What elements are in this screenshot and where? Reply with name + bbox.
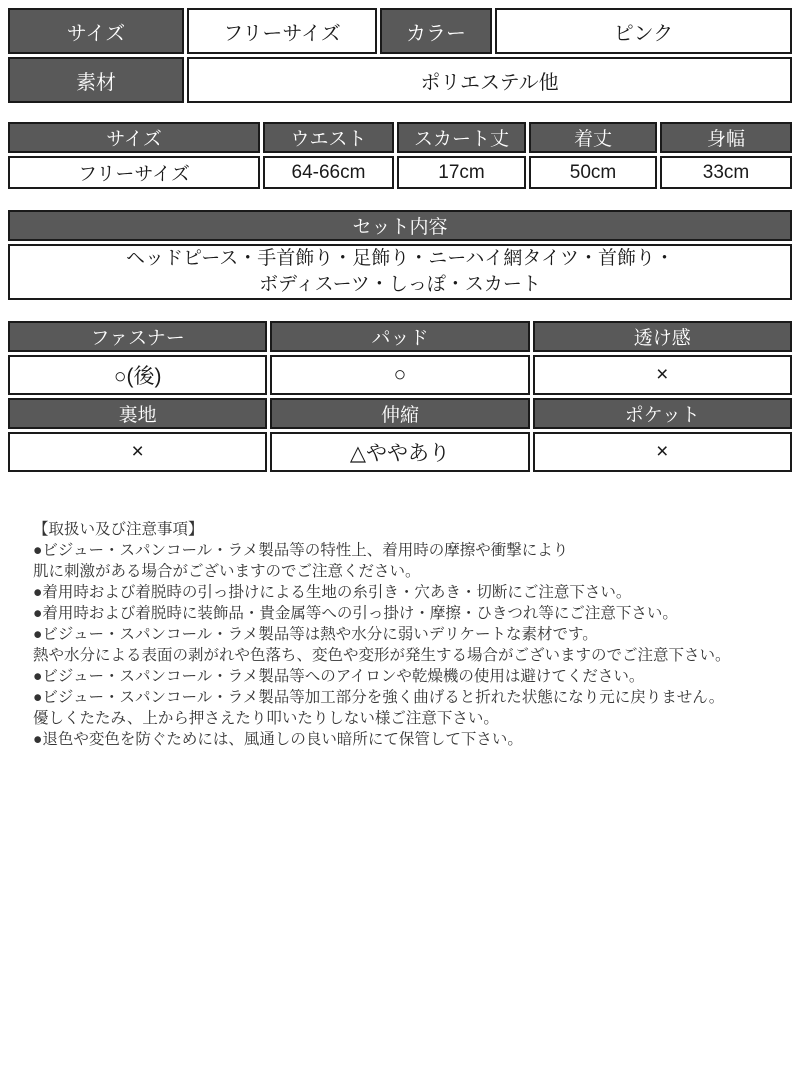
care-note-line: ●ビジュー・スパンコール・ラメ製品等の特性上、着用時の摩擦や衝撃により: [33, 542, 569, 559]
stretch-header: 伸縮: [270, 398, 529, 429]
measure-value-waist: 64-66cm: [263, 156, 394, 189]
table-row: [8, 8, 792, 54]
material-label-cell: 素材: [8, 57, 184, 103]
measure-header-skirt: スカート丈: [397, 122, 526, 153]
sheerness-value: ×: [533, 355, 792, 395]
measure-header-waist: ウエスト: [263, 122, 394, 153]
measurements-header-row: [8, 122, 792, 153]
pad-header: パッド: [270, 321, 529, 352]
stretch-value: △ややあり: [270, 432, 529, 472]
set-contents-value-row: [8, 244, 792, 300]
lining-header: 裏地: [8, 398, 267, 429]
measure-value-size: フリーサイズ: [8, 156, 260, 189]
fastener-header: ファスナー: [8, 321, 267, 352]
care-note-line: ●ビジュー・スパンコール・ラメ製品等へのアイロンや乾燥機の使用は避けてください。: [33, 668, 645, 685]
care-note-line: ●ビジュー・スパンコール・ラメ製品等は熱や水分に弱いデリケートな素材です。: [33, 626, 598, 643]
measurements-table: [5, 119, 795, 192]
features-value-row-1: [8, 355, 792, 395]
pocket-header: ポケット: [533, 398, 792, 429]
set-contents-header: セット内容: [8, 210, 792, 241]
size-value-cell: フリーサイズ: [187, 8, 377, 54]
care-note-line: ●退色や変色を防ぐためには、風通しの良い暗所にて保管して下さい。: [33, 731, 523, 748]
care-notes: [33, 519, 765, 750]
set-contents-value: [8, 244, 792, 300]
fastener-value: ○(後): [8, 355, 267, 395]
care-note-line: 優しくたたみ、上から押さえたり叩いたりしない様ご注意下さい。: [33, 710, 499, 727]
features-header-row-2: [8, 398, 792, 429]
set-contents-line-2: ボディスーツ・しっぽ・スカート: [259, 274, 541, 295]
measurements-value-row: [8, 156, 792, 189]
set-contents-line-1: ヘッドピース・手首飾り・足飾り・ニーハイ網タイツ・首飾り・: [126, 248, 674, 269]
lining-value: ×: [8, 432, 267, 472]
care-note-line: ●ビジュー・スパンコール・ラメ製品等加工部分を強く曲げると折れた状態になり元に戻りません。: [33, 689, 725, 706]
size-label-cell: サイズ: [8, 8, 184, 54]
measure-value-skirt: 17cm: [397, 156, 526, 189]
care-note-line: ●着用時および着脱時に装飾品・貴金属等への引っ掛け・摩擦・ひきつれ等にご注意下さい。: [33, 605, 678, 622]
care-note-line: 肌に刺激がある場合がございますのでご注意ください。: [33, 563, 421, 580]
material-value-cell: ポリエステル他: [187, 57, 792, 103]
care-notes-title: 【取扱い及び注意事項】: [33, 521, 204, 538]
color-value-cell: ピンク: [495, 8, 792, 54]
care-note-line: ●着用時および着脱時の引っ掛けによる生地の糸引き・穴あき・切断にご注意下さい。: [33, 584, 632, 601]
measure-header-length: 着丈: [529, 122, 657, 153]
features-header-row-1: [8, 321, 792, 352]
measure-header-width: 身幅: [660, 122, 792, 153]
table-row: [8, 57, 792, 103]
set-contents-table: [5, 207, 795, 303]
features-value-row-2: [8, 432, 792, 472]
set-contents-header-row: [8, 210, 792, 241]
features-table: [5, 318, 795, 475]
size-color-material-table: [5, 5, 795, 106]
sheerness-header: 透け感: [533, 321, 792, 352]
color-label-cell: カラー: [380, 8, 492, 54]
measure-header-size: サイズ: [8, 122, 260, 153]
pocket-value: ×: [533, 432, 792, 472]
care-note-line: 熱や水分による表面の剥がれや色落ち、変色や変形が発生する場合がございますのでご注意下さい。: [33, 647, 731, 664]
measure-value-width: 33cm: [660, 156, 792, 189]
measure-value-length: 50cm: [529, 156, 657, 189]
pad-value: ○: [270, 355, 529, 395]
